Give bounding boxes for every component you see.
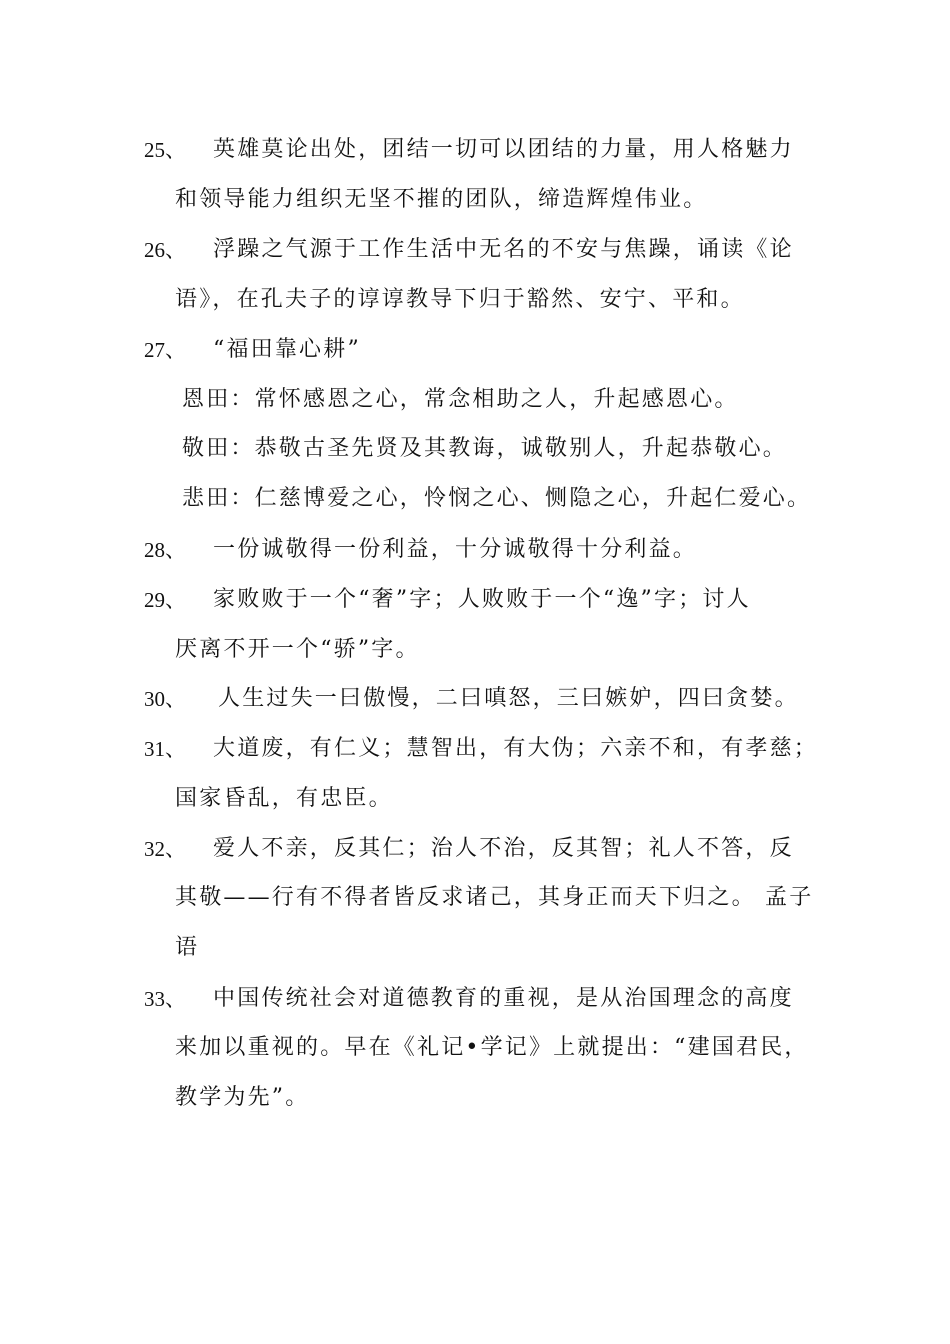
item-text-line: 爱人不亲，反其仁；治人不治，反其智；礼人不答，反: [213, 836, 794, 861]
item-text-line: 其敬——行有不得者皆反求诸己，其身正而天下归之。 孟子: [175, 885, 814, 910]
item-number: 27、: [144, 338, 186, 362]
sub-line-jing-tian: 敬田：恭敬古圣先贤及其教诲，诚敬别人，升起恭敬心。: [182, 436, 788, 461]
item-text-line: 语: [175, 935, 200, 960]
item-number: 28、: [144, 538, 186, 562]
item-text-line: 语》，在孔夫子的谆谆教导下归于豁然、安宁、平和。: [175, 287, 745, 312]
item-text-line: 浮躁之气源于工作生活中无名的不安与焦躁，诵读《论: [213, 237, 794, 262]
item-number: 30、: [144, 687, 186, 711]
item-text-line: 家败败于一个“奢”字；人败败于一个“逸”字；讨人: [213, 587, 751, 612]
item-number: 25、: [144, 138, 186, 162]
item-text-line: 大道废，有仁义；慧智出，有大伪；六亲不和，有孝慈；: [213, 736, 819, 761]
item-text-line: 英雄莫论出处，团结一切可以团结的力量，用人格魅力: [213, 137, 794, 162]
item-text-line: 教学为先”。: [175, 1085, 310, 1110]
item-text-line: 来加以重视的。早在《礼记•学记》上就提出：“建国君民，: [175, 1035, 809, 1060]
sub-line-bei-tian: 悲田：仁慈博爱之心，怜悯之心、恻隐之心，升起仁爱心。: [182, 486, 812, 511]
item-text-line: 人生过失一曰傲慢，二曰嗔怒，三曰嫉妒，四曰贪婪。: [218, 686, 799, 711]
item-text-line: 国家昏乱，有忠臣。: [175, 786, 393, 811]
item-number: 33、: [144, 987, 186, 1011]
item-number: 31、: [144, 737, 186, 761]
item-text-line: 和领导能力组织无坚不摧的团队，缔造辉煌伟业。: [175, 187, 708, 212]
item-text-line: 一份诚敬得一份利益，十分诚敬得十分利益。: [213, 537, 698, 562]
item-number: 26、: [144, 238, 186, 262]
item-text-line: 中国传统社会对道德教育的重视，是从治国理念的高度: [213, 986, 794, 1011]
sub-line-en-tian: 恩田：常怀感恩之心，常念相助之人，升起感恩心。: [182, 387, 739, 412]
item-text-line: “福田靠心耕”: [213, 337, 361, 362]
item-number: 32、: [144, 837, 186, 861]
item-text-line: 厌离不开一个“骄”字。: [175, 637, 420, 662]
item-number: 29、: [144, 588, 186, 612]
